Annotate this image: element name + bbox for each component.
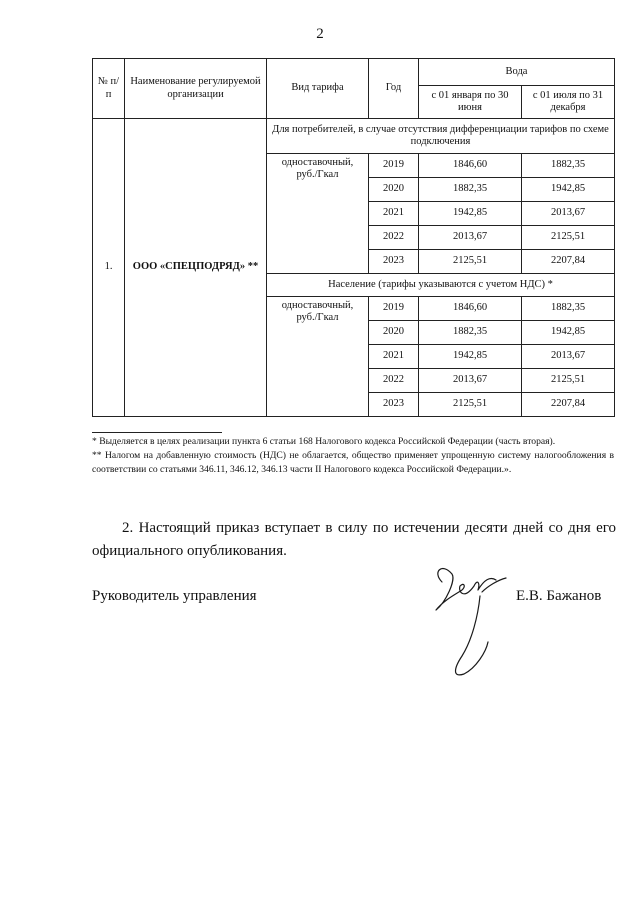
- tariff-h2-cell: 1942,85: [522, 321, 615, 345]
- header-water: Вода: [419, 59, 615, 86]
- footnote-2: ** Налогом на добавленную стоимость (НДС) не облагается, общество применяет упрощенную систему налогообложения в соответствии со статьями 346.11, 346.12, 346.13 части II Налогового кодекса Российской Федерации.».: [92, 449, 614, 475]
- header-tariff-type: Вид тарифа: [267, 59, 369, 119]
- header-period-1: с 01 января по 30 июня: [419, 86, 522, 119]
- row-number: 1.: [93, 119, 125, 417]
- tariff-h1-cell: 1882,35: [419, 178, 522, 202]
- year-cell: 2020: [369, 321, 419, 345]
- footnote-divider: [92, 432, 222, 433]
- footnotes: [92, 432, 614, 477]
- year-cell: 2021: [369, 202, 419, 226]
- tariff-h2-cell: 2207,84: [522, 393, 615, 417]
- tariff-h1-cell: 1942,85: [419, 202, 522, 226]
- year-cell: 2022: [369, 369, 419, 393]
- tariff-h2-cell: 1882,35: [522, 297, 615, 321]
- header-period-2: с 01 июля по 31 декабря: [522, 86, 615, 119]
- year-cell: 2022: [369, 226, 419, 250]
- year-cell: 2023: [369, 250, 419, 274]
- tariff-h1-cell: 1942,85: [419, 345, 522, 369]
- tariff-h2-cell: 2207,84: [522, 250, 615, 274]
- tariff-h1-cell: 1882,35: [419, 321, 522, 345]
- year-cell: 2019: [369, 154, 419, 178]
- header-year: Год: [369, 59, 419, 119]
- year-cell: 2021: [369, 345, 419, 369]
- tariff-h1-cell: 1846,60: [419, 297, 522, 321]
- tariff-h1-cell: 2013,67: [419, 226, 522, 250]
- tariff-type-cell: одноставочный, руб./Гкал: [267, 297, 369, 417]
- tariff-h2-cell: 1942,85: [522, 178, 615, 202]
- group-title: Для потребителей, в случае отсутствия дифференциации тарифов по схеме подключения: [267, 119, 615, 154]
- organization-name: ООО «СПЕЦПОДРЯД» **: [125, 119, 267, 417]
- signatory-title: Руководитель управления: [92, 588, 257, 604]
- tariff-h2-cell: 2013,67: [522, 202, 615, 226]
- group-title: Население (тарифы указываются с учетом НДС) *: [267, 274, 615, 297]
- year-cell: 2023: [369, 393, 419, 417]
- page-number: 2: [316, 26, 324, 42]
- signatory-name: Е.В. Бажанов: [516, 588, 602, 604]
- tariff-type-cell: одноставочный, руб./Гкал: [267, 154, 369, 274]
- tariff-h1-cell: 2125,51: [419, 250, 522, 274]
- handwritten-signature: [428, 556, 514, 686]
- order-paragraph: 2. Настоящий приказ вступает в силу по истечении десяти дней со дня его официального опубликования.: [92, 520, 616, 560]
- footnote-1: * Выделяется в целях реализации пункта 6 статьи 168 Налогового кодекса Российской Федерации (часть вторая).: [92, 436, 556, 447]
- tariff-table: [92, 58, 615, 417]
- year-cell: 2019: [369, 297, 419, 321]
- tariff-h1-cell: 2125,51: [419, 393, 522, 417]
- tariff-h2-cell: 2125,51: [522, 369, 615, 393]
- tariff-h1-cell: 2013,67: [419, 369, 522, 393]
- tariff-h1-cell: 1846,60: [419, 154, 522, 178]
- year-cell: 2020: [369, 178, 419, 202]
- tariff-h2-cell: 2013,67: [522, 345, 615, 369]
- header-num: № п/п: [93, 59, 125, 119]
- tariff-h2-cell: 1882,35: [522, 154, 615, 178]
- tariff-h2-cell: 2125,51: [522, 226, 615, 250]
- header-org: Наименование регулируемой организации: [125, 59, 267, 119]
